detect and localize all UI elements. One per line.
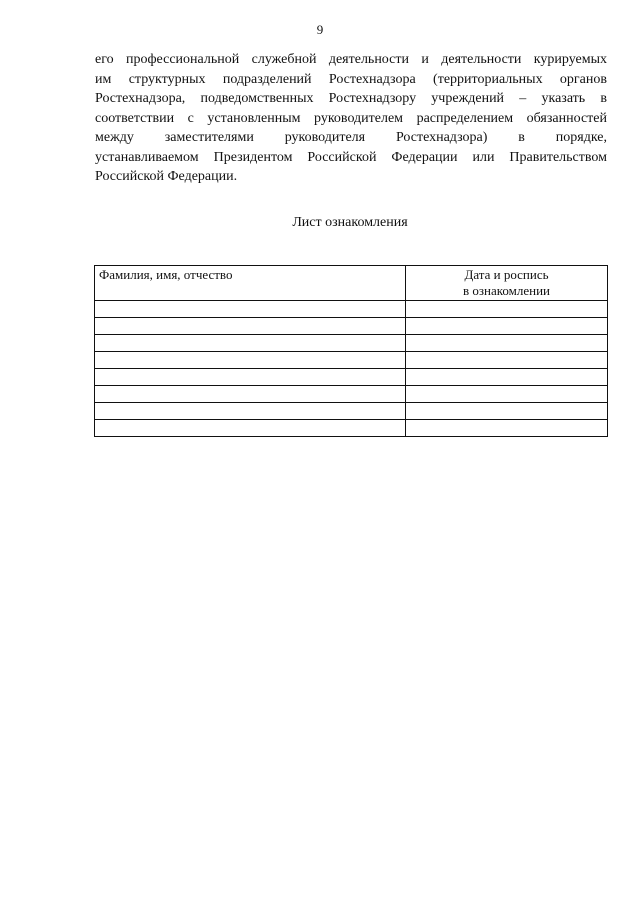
name-cell[interactable] (95, 335, 406, 352)
signature-cell[interactable] (406, 335, 608, 352)
table-row (95, 403, 608, 420)
paragraph-line: соответствии с установленным руководителем распределением обязанностей (95, 110, 607, 126)
paragraph-line: его профессиональной служебной деятельности и деятельности курируемых (95, 52, 607, 67)
name-cell[interactable] (95, 301, 406, 318)
name-cell[interactable] (95, 369, 406, 386)
paragraph-line: между заместителями руководителя Ростехнадзора) в порядке, (95, 130, 607, 145)
signature-cell[interactable] (406, 369, 608, 386)
paragraph-line: устанавливаемом Президентом Российской Федерации или Правительством (95, 149, 607, 165)
header-date-signature (406, 266, 608, 301)
signature-cell[interactable] (406, 352, 608, 369)
name-cell[interactable] (95, 352, 406, 369)
table-row (95, 420, 608, 437)
table-row (95, 335, 608, 352)
table-header-row (95, 266, 608, 301)
signature-cell[interactable] (406, 318, 608, 335)
signature-cell[interactable] (406, 301, 608, 318)
body-paragraph (95, 50, 607, 187)
name-cell[interactable] (95, 403, 406, 420)
table-row (95, 352, 608, 369)
paragraph-line: Ростехнадзора, подведомственных Ростехнадзору учреждений – указать в (95, 91, 607, 106)
name-cell[interactable] (95, 420, 406, 437)
name-cell[interactable] (95, 318, 406, 335)
paragraph-line: Российской Федерации. (95, 169, 238, 184)
table-row (95, 318, 608, 335)
signature-cell[interactable] (406, 386, 608, 403)
page-number: 9 (316, 22, 324, 37)
header-full-name: Фамилия, имя, отчество (95, 266, 406, 301)
table-row (95, 386, 608, 403)
sheet-title: Лист ознакомления (292, 215, 408, 230)
signature-cell[interactable] (406, 420, 608, 437)
name-cell[interactable] (95, 386, 406, 403)
table-row (95, 369, 608, 386)
table-row (95, 301, 608, 318)
signature-cell[interactable] (406, 403, 608, 420)
acknowledgement-table (94, 265, 608, 437)
header-date-line2: в ознакомлении (462, 283, 550, 298)
paragraph-line: им структурных подразделений Ростехнадзора (территориальных органов (95, 71, 607, 87)
header-date-line1: Дата и роспись (464, 267, 549, 282)
